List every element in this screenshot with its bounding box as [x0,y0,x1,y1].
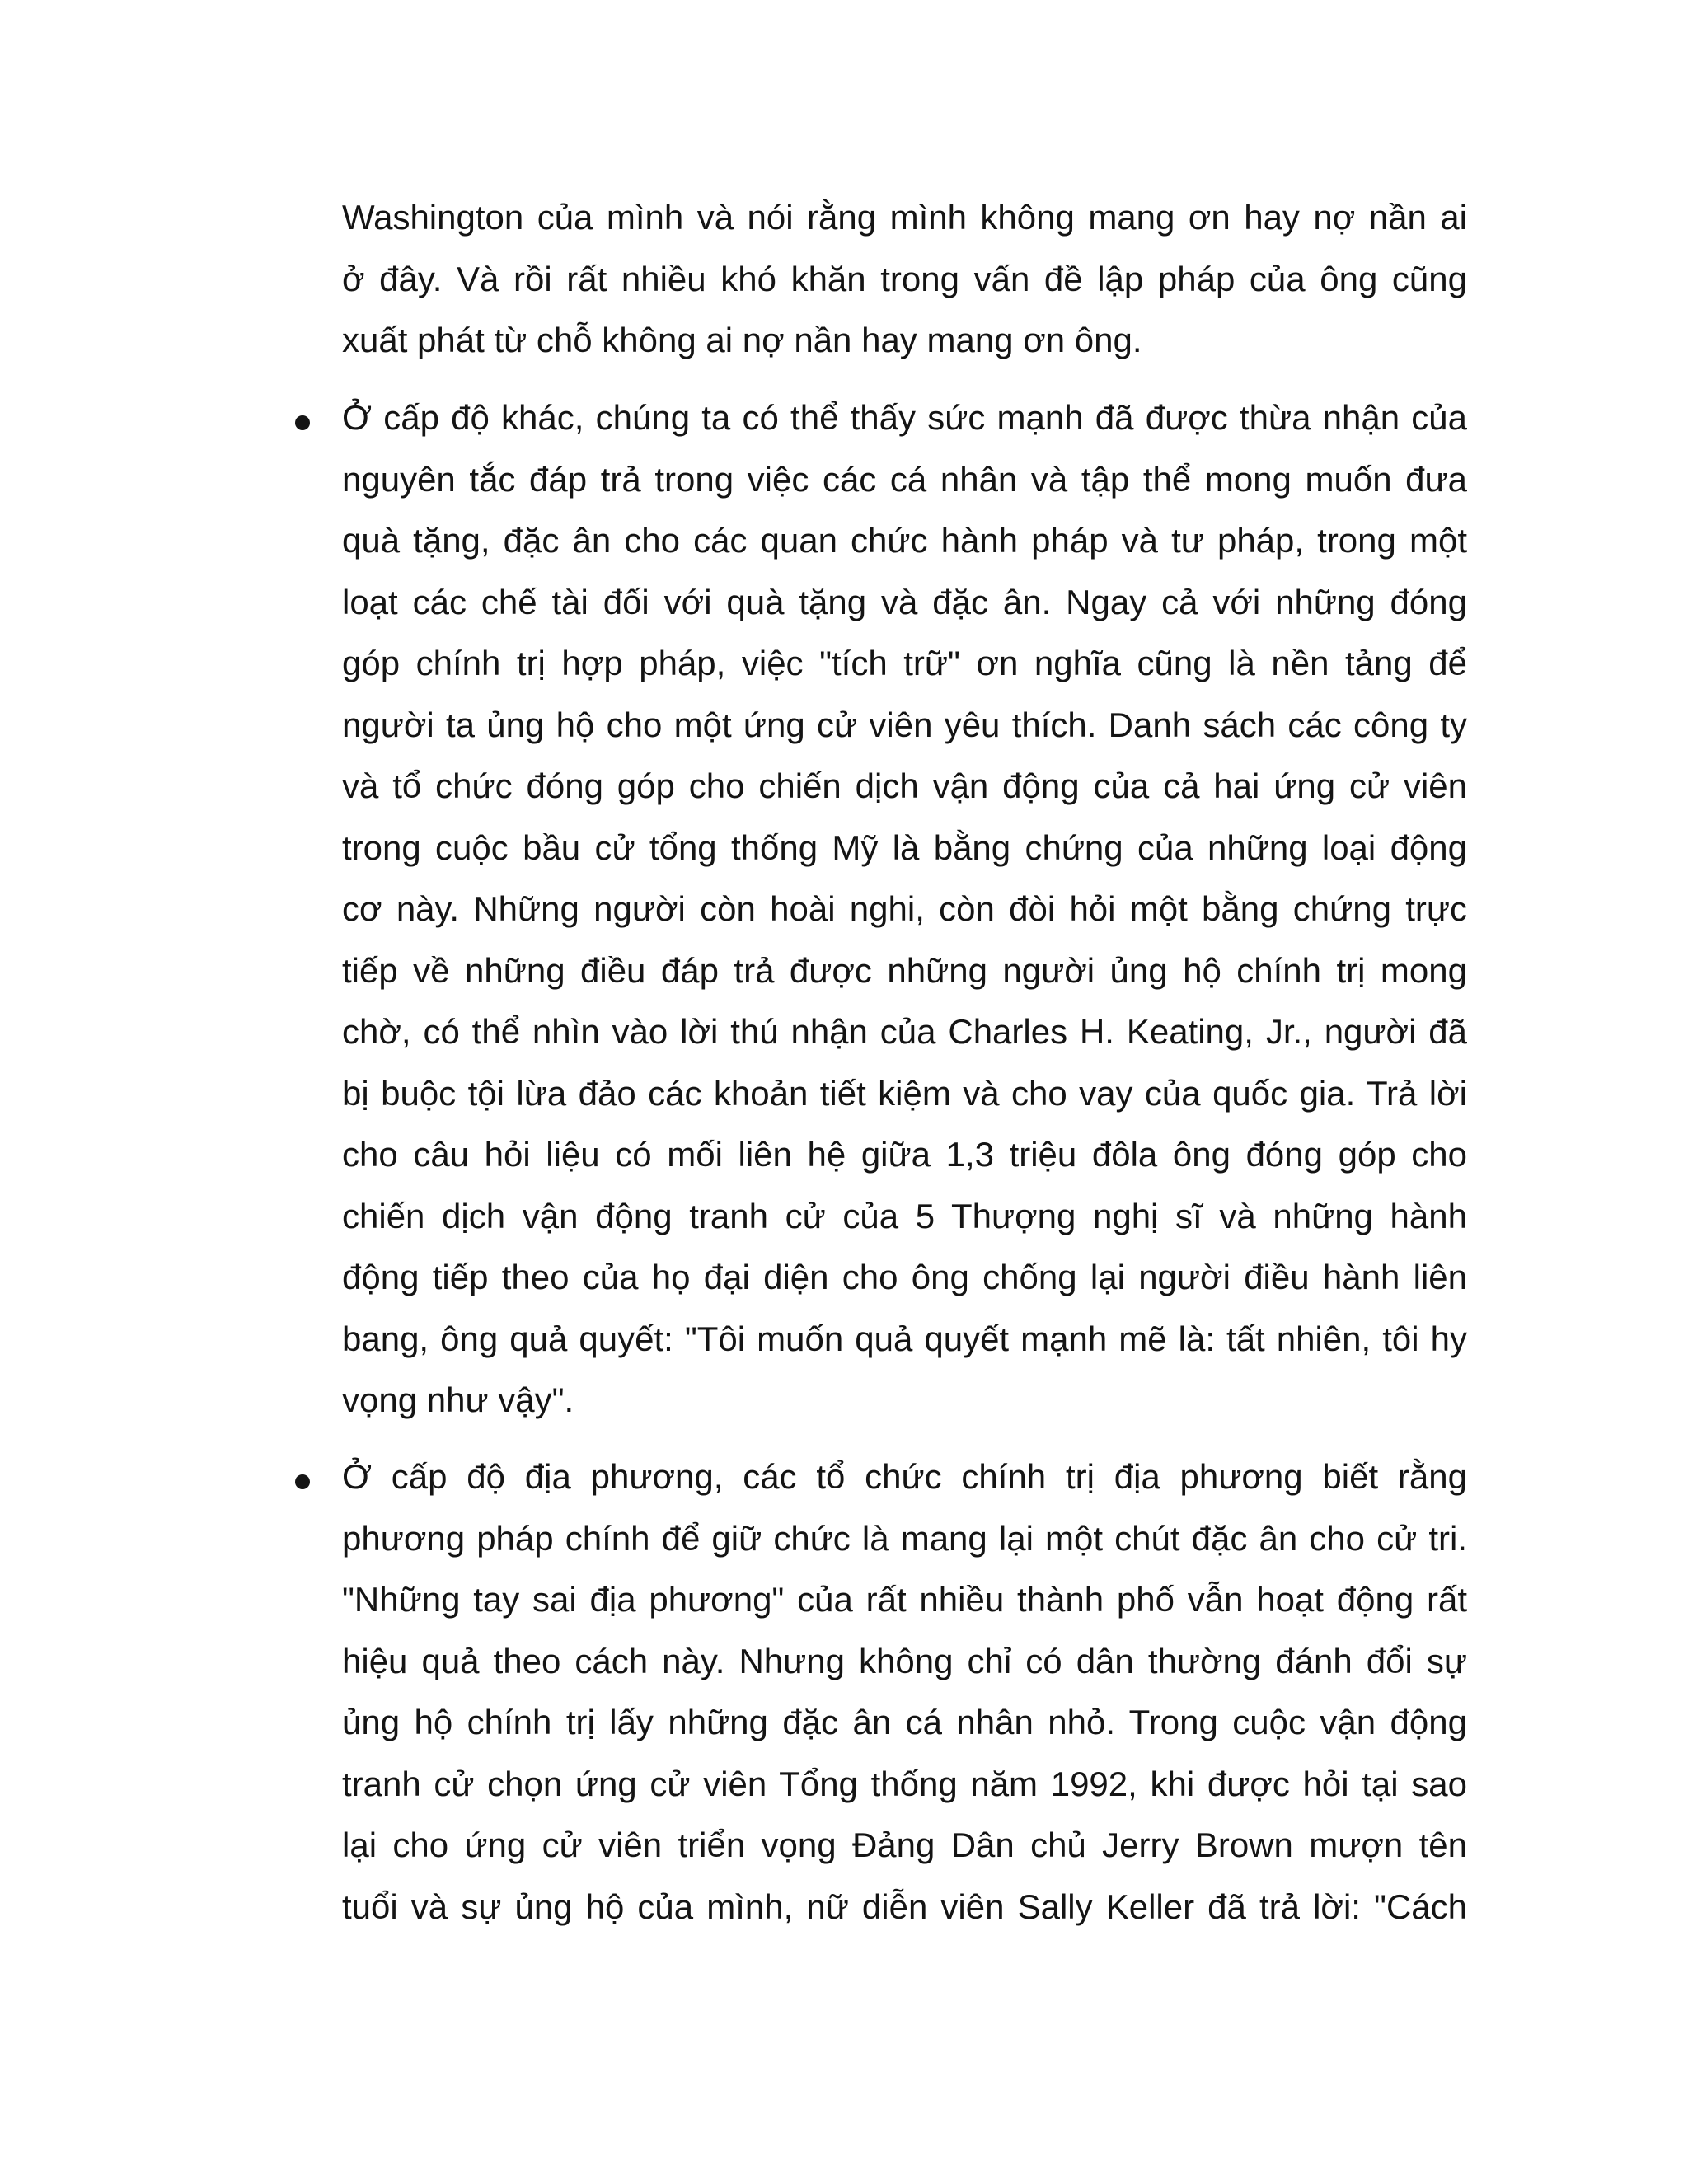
text-line: chiến dịch vận động tranh cử của 5 Thượng nghị sĩ và những hành [342,1196,1467,1235]
paragraph-bullet-1 [342,387,1467,1432]
text-line: Ở cấp độ khác, chúng ta có thể thấy sức mạnh đã được thừa nhận của [342,398,1467,437]
text-line: góp chính trị hợp pháp, việc "tích trữ" ơn nghĩa cũng là nền tảng để [342,644,1467,682]
bullet-icon [295,1474,310,1489]
text-line: vọng như vậy". [342,1380,574,1419]
text-line: nguyên tắc đáp trả trong việc các cá nhân và tập thể mong muốn đưa [342,459,1467,499]
bullet-icon [295,415,310,430]
text-line: ở đây. Và rồi rất nhiều khó khăn trong vấn đề lập pháp của ông cũng [342,259,1467,298]
text-line: tranh cử chọn ứng cử viên Tổng thống năm 1992, khi được hỏi tại sao [342,1764,1467,1803]
text-line: lại cho ứng cử viên triển vọng Đảng Dân chủ Jerry Brown mượn tên [342,1825,1467,1864]
text-line: động tiếp theo của họ đại diện cho ông chống lại người điều hành liên [342,1258,1467,1296]
paragraph-bullet-2 [342,1446,1467,1938]
text-line: xuất phát từ chỗ không ai nợ nần hay mang ơn ông. [342,321,1142,359]
text-line: trong cuộc bầu cử tổng thống Mỹ là bằng chứng của những loại động [342,827,1467,867]
text-line: bang, ông quả quyết: "Tôi muốn quả quyết mạnh mẽ là: tất nhiên, tôi hy [342,1319,1467,1358]
paragraph-continuation [342,187,1467,372]
text-line: cơ này. Những người còn hoài nghi, còn đòi hỏi một bằng chứng trực [342,889,1467,928]
text-line: "Những tay sai địa phương" của rất nhiều thành phố vẫn hoạt động rất [342,1580,1467,1619]
text-line: phương pháp chính để giữ chức là mang lại một chút đặc ân cho cử tri. [342,1518,1467,1558]
text-line: hiệu quả theo cách này. Nhưng không chỉ có dân thường đánh đổi sự [342,1641,1467,1680]
text-line: ủng hộ chính trị lấy những đặc ân cá nhân nhỏ. Trong cuộc vận động [342,1703,1467,1741]
text-line: bị buộc tội lừa đảo các khoản tiết kiệm và cho vay của quốc gia. Trả lời [342,1073,1467,1113]
text-line: Ở cấp độ địa phương, các tổ chức chính trị địa phương biết rằng [342,1457,1467,1496]
text-line: tiếp về những điều đáp trả được những người ủng hộ chính trị mong [342,950,1467,990]
text-line: và tổ chức đóng góp cho chiến dịch vận động của cả hai ứng cử viên [342,766,1467,805]
text-line: quà tặng, đặc ân cho các quan chức hành pháp và tư pháp, trong một [342,521,1467,560]
text-line: Washington của mình và nói rằng mình không mang ơn hay nợ nần ai [342,198,1467,237]
text-line: loạt các chế tài đối với quà tặng và đặc ân. Ngay cả với những đóng [342,582,1467,621]
text-line: cho câu hỏi liệu có mối liên hệ giữa 1,3 triệu đôla ông đóng góp cho [342,1135,1467,1174]
text-line: chờ, có thể nhìn vào lời thú nhận của Charles H. Keating, Jr., người đã [342,1012,1467,1051]
text-line: tuổi và sự ủng hộ của mình, nữ diễn viên Sally Keller đã trả lời: "Cách [342,1886,1467,1926]
text-line: người ta ủng hộ cho một ứng cử viên yêu thích. Danh sách các công ty [342,705,1467,744]
